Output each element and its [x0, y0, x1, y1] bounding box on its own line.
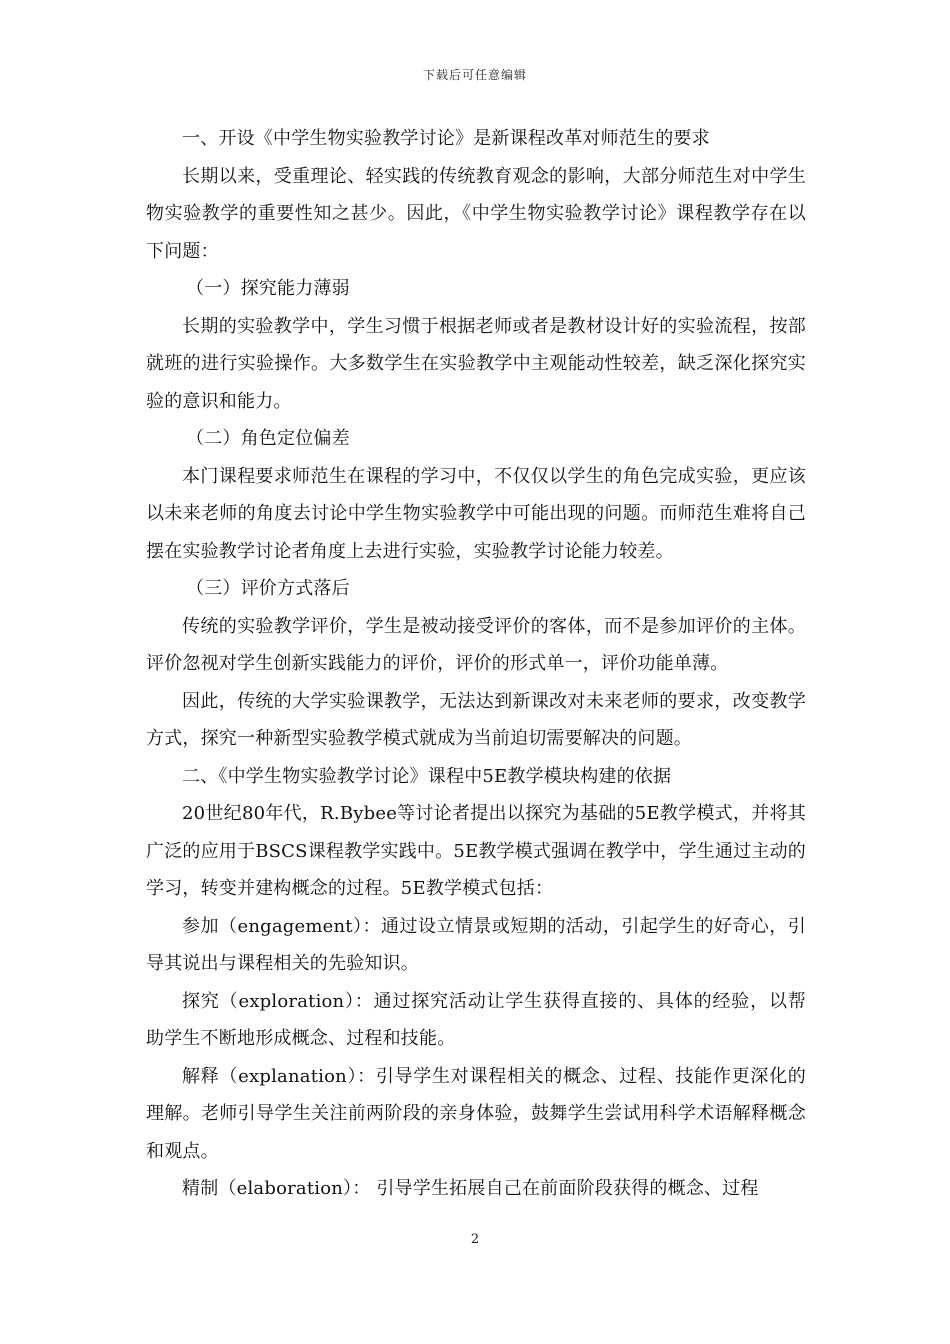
paragraph: 长期的实验教学中，学生习惯于根据老师或者是教材设计好的实验流程，按部就班的进行实验操作。大多数学生在实验教学中主观能动性较差，缺乏深化探究实验的意识和能力。 — [146, 315, 806, 412]
subheading: （一）探究能力薄弱 — [186, 278, 350, 299]
paragraph: 传统的实验教学评价，学生是被动接受评价的客体，而不是参加评价的主体。评价忽视对学生创新实践能力的评价，评价的形式单一，评价功能单薄。 — [146, 615, 806, 674]
paragraph: 长期以来，受重理论、轻实践的传统教育观念的影响，大部分师范生对中学生物实验教学的重要性知之甚少。因此，《中学生物实验教学讨论》课程教学存在以下问题： — [146, 165, 806, 262]
paragraph: 因此，传统的大学实验课教学，无法达到新课改对未来老师的要求，改变教学方式，探究一种新型实验教学模式就成为当前迫切需要解决的问题。 — [146, 690, 806, 749]
paragraph: 本门课程要求师范生在课程的学习中，不仅仅以学生的角色完成实验，更应该以未来老师的角度去讨论中学生物实验教学中可能出现的问题。而师范生难将自己摆在实验教学讨论者角度上去进行实验，实验教学讨论能力较差。 — [146, 465, 806, 562]
paragraph-elaboration: 精制（elaboration）： 引导学生拓展自己在前面阶段获得的概念、过程 — [182, 1178, 759, 1199]
subheading: （三）评价方式落后 — [186, 578, 350, 599]
paragraph: 20世纪80年代，R.Bybee等讨论者提出以探究为基础的5E教学模式，并将其广泛的应用于BSCS课程教学实践中。5E教学模式强调在教学中，学生通过主动的学习，转变并建构概念的过程。5E教学模式包括： — [146, 803, 806, 899]
section-heading-1: 一、开设《中学生物实验教学讨论》是新课程改革对师范生的要求 — [182, 128, 710, 149]
subheading: （二）角色定位偏差 — [186, 428, 350, 449]
page-header: 下载后可任意编辑 — [422, 68, 527, 82]
page-number: 2 — [470, 1232, 480, 1247]
document-body — [146, 120, 806, 1208]
section-heading-2: 二、《中学生物实验教学讨论》课程中5E教学模块构建的依据 — [182, 765, 672, 787]
paragraph-explanation: 解释（explanation）：引导学生对课程相关的概念、过程、技能作更深化的理解。老师引导学生关注前两阶段的亲身体验，鼓舞学生尝试用科学术语解释概念和观点。 — [146, 1065, 806, 1162]
paragraph-engagement: 参加（engagement）：通过设立情景或短期的活动，引起学生的好奇心，引导其说出与课程相关的先验知识。 — [146, 915, 806, 974]
paragraph-exploration: 探究（exploration）：通过探究活动让学生获得直接的、具体的经验，以帮助学生不断地形成概念、过程和技能。 — [146, 990, 806, 1049]
